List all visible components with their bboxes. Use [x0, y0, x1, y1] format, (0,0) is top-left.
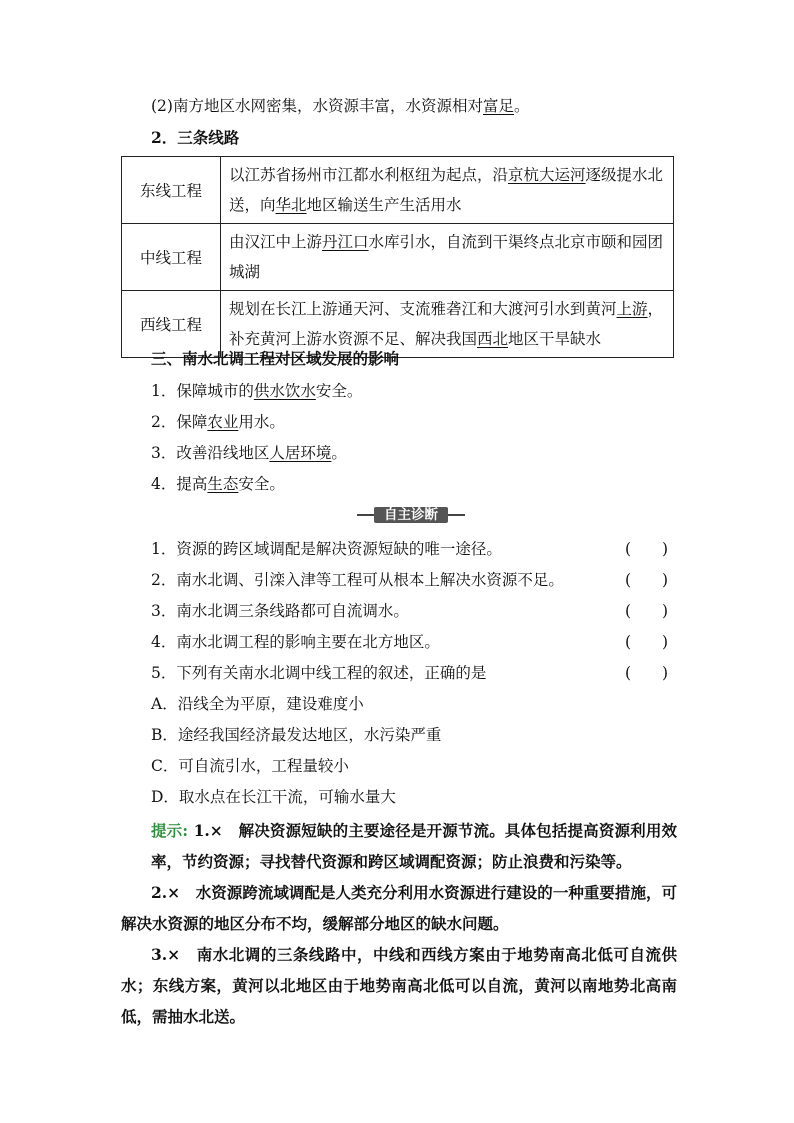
intro-end: 。 [513, 97, 530, 115]
route-text: 以江苏省扬州市江都水利枢纽为起点，沿 [229, 166, 509, 184]
answer-option[interactable]: D．取水点在长江干流，可输水量大 [151, 788, 396, 806]
route-keyword: 上游 [616, 300, 648, 318]
hint-paragraph-1 [151, 815, 677, 877]
answer-blank[interactable]: ( ) [625, 571, 669, 589]
answer-option[interactable]: B．途经我国经济最发达地区，水污染严重 [151, 726, 442, 744]
impact-keyword: 生态 [207, 475, 239, 493]
intro-text: (2)南方地区水网密集，水资源丰富，水资源相对 [151, 97, 483, 115]
impact-keyword: 人居环境 [269, 444, 332, 462]
route-description [221, 224, 674, 291]
question-item: 1．资源的跨区域调配是解决资源短缺的唯一途径。 [151, 540, 502, 558]
question-item: 3．南水北调三条线路都可自流调水。 [151, 602, 409, 620]
route-row [122, 157, 674, 224]
route-name: 中线工程 [122, 224, 221, 291]
route-text: 地区干旱缺水 [508, 330, 602, 348]
impact-text: 安全。 [315, 382, 363, 400]
impact-text: 。 [331, 444, 347, 462]
hint-paragraph-3: 3.× 南水北调的三条线路中，中线和西线方案由于地势南高北低可自流供水；东线方案，黄河以北地区由于地势南高北低可以自流，黄河以南地势北高南低，需抽水北送。 [121, 945, 677, 1026]
impact-text: 用水。 [238, 413, 285, 431]
answer-option[interactable]: A．沿线全为平原，建设难度小 [151, 695, 364, 713]
impact-keyword: 供水饮水 [253, 382, 316, 400]
route-text: 水库引水，自流到干渠终点北京市颐和园团城湖 [229, 233, 664, 281]
answer-option[interactable]: C．可自流引水，工程量较小 [151, 757, 349, 775]
hint-label: 提示: [151, 821, 189, 840]
impact-item [151, 411, 285, 433]
intro-underlined: 富足 [482, 97, 514, 115]
answer-blank[interactable]: ( ) [625, 633, 669, 651]
impact-text: 2．保障 [151, 413, 208, 431]
section2-heading: 2．三条线路 [151, 128, 240, 147]
route-text: 地区输送生产生活用水 [306, 196, 462, 214]
impact-text: 3．改善沿线地区 [151, 444, 270, 462]
route-keyword: 丹江口 [322, 233, 369, 251]
hint-text-1: 1.× 解决资源短缺的主要途径是开源节流。具体包括提高资源利用效率，节约资源；寻找替代资源和跨区域调配资源；防止浪费和污染等。 [151, 821, 677, 871]
route-text: ，补充黄河上游水资源不足、解决我国 [229, 300, 664, 348]
section3-heading: 三、南水北调工程对区域发展的影响 [151, 349, 400, 368]
badge-label: 自主诊断 [374, 507, 448, 523]
impact-item [151, 442, 347, 464]
answer-blank[interactable]: ( ) [625, 540, 669, 558]
route-text: 逐级提水北送，向 [229, 166, 664, 214]
impact-keyword: 农业 [207, 413, 239, 431]
route-text: 规划在长江上游通天河、支流雅砻江和大渡河引水到黄河 [229, 300, 617, 318]
route-keyword: 西北 [477, 330, 509, 348]
question-item: 5．下列有关南水北调中线工程的叙述，正确的是 [151, 664, 487, 682]
impact-text: 安全。 [238, 475, 285, 493]
question-item: 2．南水北调、引滦入津等工程可从根本上解决水资源不足。 [151, 571, 564, 589]
answer-blank[interactable]: ( ) [625, 602, 669, 620]
route-name: 西线工程 [122, 291, 221, 358]
route-row [122, 224, 674, 291]
hint-paragraph-2: 2.× 水资源跨流域调配是人类充分利用水资源进行建设的一种重要措施，可解决水资源的地区分布不均，缓解部分地区的缺水问题。 [121, 883, 677, 933]
route-keyword: 华北 [275, 196, 307, 214]
intro-line [151, 95, 530, 117]
impact-text: 4．提高 [151, 475, 208, 493]
impact-item [151, 473, 285, 495]
answer-blank[interactable]: ( ) [625, 664, 669, 682]
route-description [221, 157, 674, 224]
self-diagnosis-badge [357, 506, 465, 524]
route-keyword: 京杭大运河 [508, 166, 586, 184]
question-item: 4．南水北调工程的影响主要在北方地区。 [151, 633, 440, 651]
routes-table [121, 156, 674, 358]
impact-item [151, 380, 362, 402]
impact-text: 1．保障城市的 [151, 382, 254, 400]
route-name: 东线工程 [122, 157, 221, 224]
route-text: 由汉江中上游 [229, 233, 323, 251]
